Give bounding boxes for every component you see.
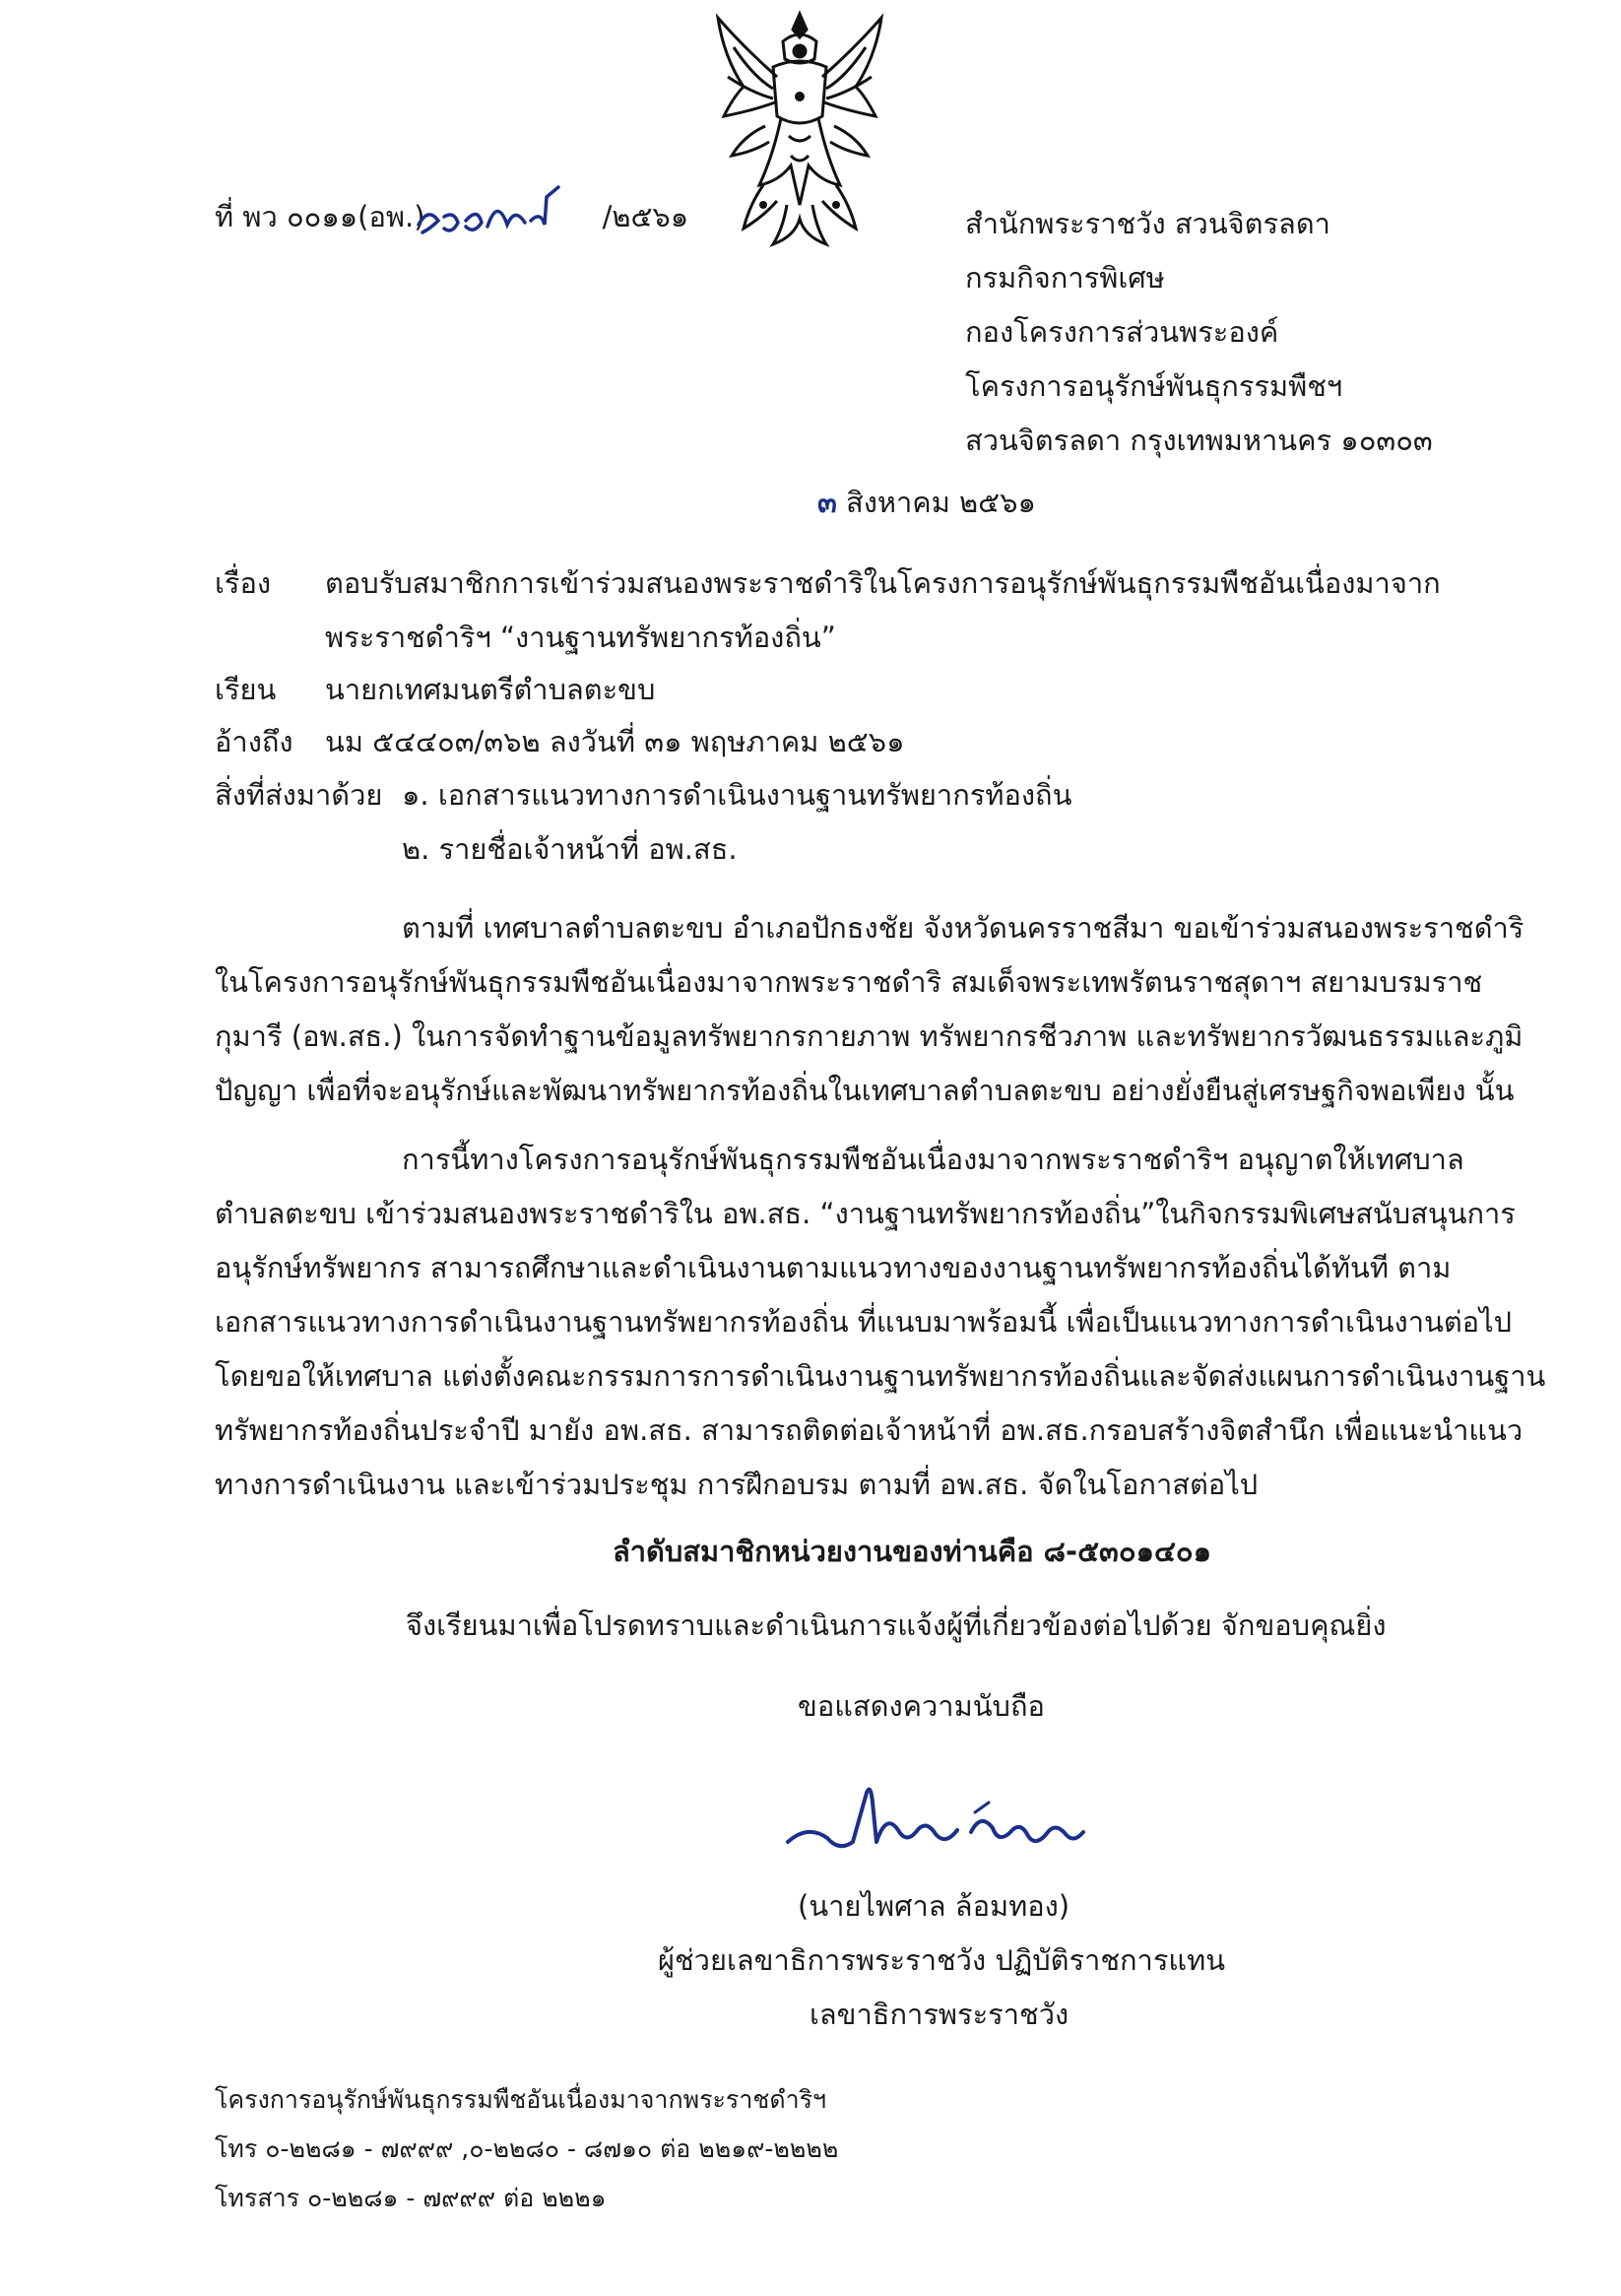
recipient-value: นายกเทศมนตรีตำบลตะขบ <box>325 673 656 706</box>
paragraph-line: โดยขอให้เทศบาล แต่งตั้งคณะกรรมการการดำเนินงานฐานทรัพยากรท้องถิ่นและจัดส่งแผนการดำเนินงานฐาน <box>215 1359 1546 1393</box>
paragraph-line: ในโครงการอนุรักษ์พันธุกรรมพืชอันเนื่องมาจากพระราชดำริ สมเด็จพระเทพรัตนราชสุดาฯ สยามบรมราช <box>215 965 1483 999</box>
salutation: ขอแสดงความนับถือ <box>798 1689 1045 1723</box>
reference-value: นม ๕๔๔๐๓/๓๖๒ ลงวันที่ ๓๑ พฤษภาคม ๒๕๖๑ <box>325 725 905 758</box>
reference-year: /๒๕๖๑ <box>602 200 689 233</box>
signer-title: ผู้ช่วยเลขาธิการพระราชวัง ปฏิบัติราชการแทน <box>658 1943 1226 1977</box>
signer-name: (นายไพศาล ล้อมทอง) <box>798 1889 1070 1923</box>
sender-address <box>965 197 1433 468</box>
reference-label: อ้างถึง <box>215 725 293 758</box>
signature-graphic <box>778 1773 1103 1881</box>
paragraph-line: ตามที่ เทศบาลตำบลตะขบ อำเภอปักธงชัย จังหวัดนครราชสีมา ขอเข้าร่วมสนองพระราชดำริ <box>402 911 1524 945</box>
enclosures-label: สิ่งที่ส่งมาด้วย <box>215 778 383 812</box>
enclosures-row <box>215 775 1071 815</box>
date-month-year: สิงหาคม ๒๕๖๑ <box>836 486 1036 519</box>
reference-row <box>215 722 905 761</box>
body-paragraph-1 <box>215 901 1524 1118</box>
garuda-emblem-icon <box>704 8 895 248</box>
paragraph-line: เอกสารแนวทางการดำเนินงานฐานทรัพยากรท้องถิ่น ที่แนบมาพร้อมนี้ เพื่อเป็นแนวทางการดำเนินงานต่อไป <box>215 1305 1513 1339</box>
member-number: ลำดับสมาชิกหน่วยงานของท่านคือ ๘-๕๓๐๑๔๐๑ <box>613 1535 1212 1568</box>
subject-label: เรื่อง <box>215 566 272 600</box>
paragraph-line: ทางการดำเนินงาน และเข้าร่วมประชุม การฝึกอบรม ตามที่ อพ.สธ. จัดในโอกาสต่อไป <box>215 1468 1259 1501</box>
paragraph-line: ทรัพยากรท้องถิ่นประจำปี มายัง อพ.สธ. สามารถติดต่อเจ้าหน้าที่ อพ.สธ.กรอบสร้างจิตสำนึก เพื่อแนะนำแนว <box>215 1413 1524 1447</box>
footer-organization: โครงการอนุรักษ์พันธุกรรมพืชอันเนื่องมาจากพระราชดำริฯ <box>215 2085 827 2114</box>
enclosure-item: ๑. เอกสารแนวทางการดำเนินงานฐานทรัพยากรท้องถิ่น <box>402 778 1072 812</box>
recipient-label: เรียน <box>215 673 277 706</box>
address-line: สำนักพระราชวัง สวนจิตรลดา <box>965 207 1330 240</box>
paragraph-line: อนุรักษ์ทรัพยากร สามารถศึกษาและดำเนินงานตามแนวทางของงานฐานทรัพยากรท้องถิ่นได้ทันที ตาม <box>215 1251 1452 1284</box>
enclosure-item: ๒. รายชื่อเจ้าหน้าที่ อพ.สธ. <box>402 832 738 866</box>
subject-line-2: พระราชดำริฯ “งานฐานทรัพยากรท้องถิ่น” <box>325 621 836 654</box>
address-line: สวนจิตรลดา กรุงเทพมหานคร ๑๐๓๐๓ <box>965 424 1433 457</box>
address-line: กรมกิจการพิเศษ <box>965 261 1165 295</box>
footer-phone: โทร ๐-๒๒๘๑ - ๗๙๙๙ ,๐-๒๒๘๐ - ๘๗๑๐ ต่อ ๒๒๑๙-๒๒๒๒ <box>215 2134 839 2163</box>
signer-title-2: เลขาธิการพระราชวัง <box>810 1998 1070 2031</box>
reference-prefix: ที่ พว ๐๐๑๑(อพ.) <box>215 200 425 233</box>
subject-row <box>215 563 1441 603</box>
closing-request: จึงเรียนมาเพื่อโปรดทราบและดำเนินการแจ้งผู้ที่เกี่ยวข้องต่อไปด้วย จักขอบคุณยิ่ง <box>406 1608 1387 1642</box>
date-day: ๓ <box>817 486 837 519</box>
subject-line-1: ตอบรับสมาชิกการเข้าร่วมสนองพระราชดำริในโครงการอนุรักษ์พันธุกรรมพืชอันเนื่องมาจาก <box>325 566 1441 600</box>
footer-fax: โทรสาร ๐-๒๒๘๑ - ๗๙๙๙ ต่อ ๒๒๒๑ <box>215 2184 607 2212</box>
paragraph-line: ตำบลตะขบ เข้าร่วมสนองพระราชดำริใน อพ.สธ. “งานฐานทรัพยากรท้องถิ่น”ในกิจกรรมพิเศษสนับสนุนการ <box>215 1197 1516 1230</box>
recipient-row <box>215 670 655 709</box>
paragraph-line: ปัญญา เพื่อที่จะอนุรักษ์และพัฒนาทรัพยากรท้องถิ่นในเทศบาลตำบลตะขบ อย่างยั่งยืนสู่เศรษฐกิจพอเพียง นั้น <box>215 1074 1515 1107</box>
paragraph-line: กุมารี (อพ.สธ.) ในการจัดทำฐานข้อมูลทรัพยากรกายภาพ ทรัพยากรชีวภาพ และทรัพยากรวัฒนธรรมและภูมิ <box>215 1019 1524 1053</box>
paragraph-line: การนี้ทางโครงการอนุรักษ์พันธุกรรมพืชอันเนื่องมาจากพระราชดำริฯ อนุญาตให้เทศบาล <box>402 1143 1464 1176</box>
body-paragraph-2 <box>215 1133 1546 1512</box>
address-line: โครงการอนุรักษ์พันธุกรรมพืชฯ <box>965 369 1343 403</box>
address-line: กองโครงการส่วนพระองค์ <box>965 315 1279 349</box>
document-date <box>817 483 1036 522</box>
handwritten-reference-number <box>409 177 576 246</box>
